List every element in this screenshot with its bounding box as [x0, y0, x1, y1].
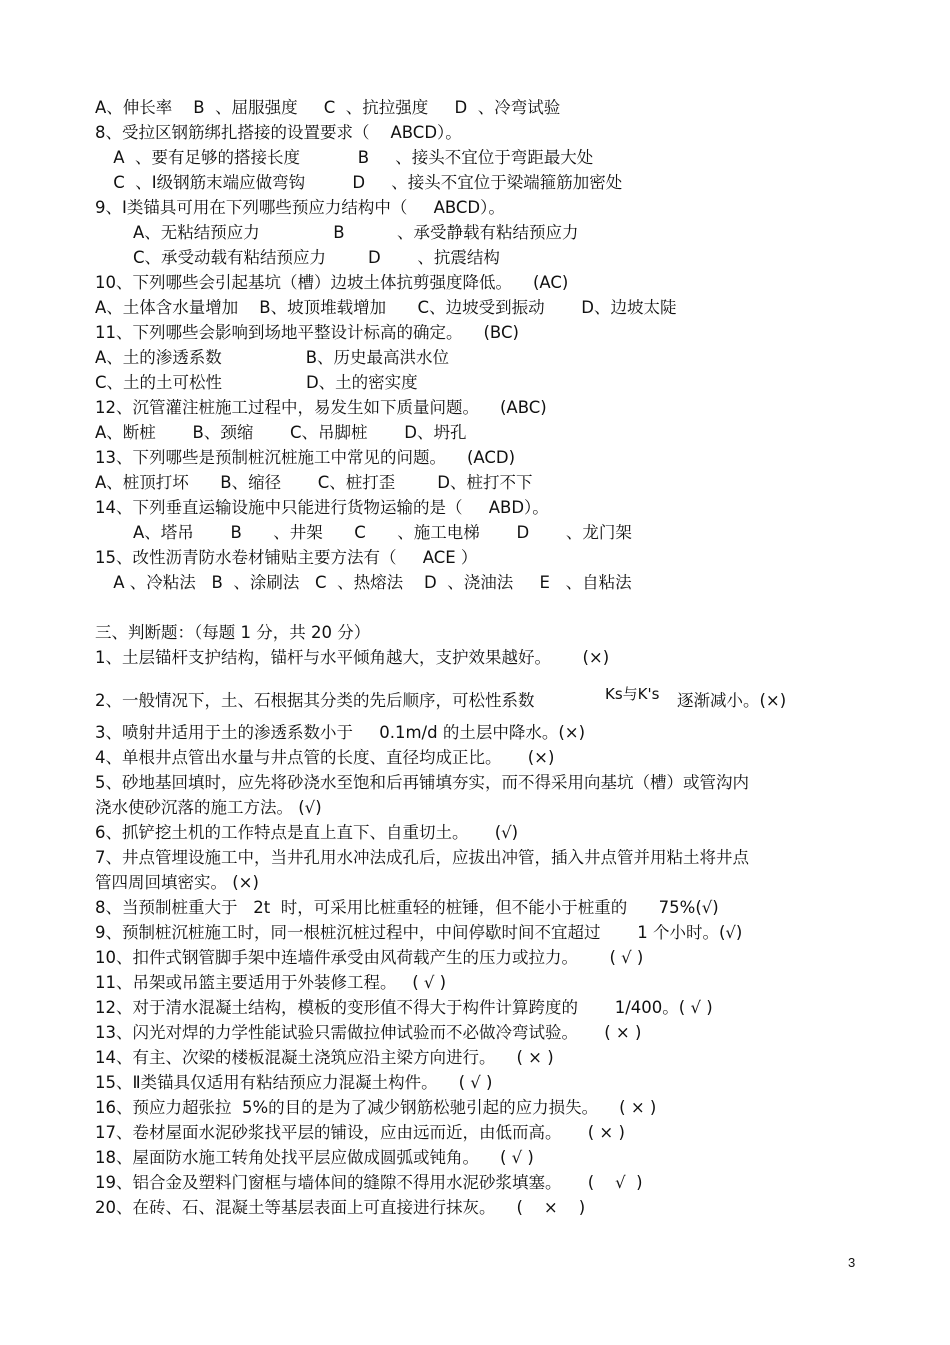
judge-item-9: 9、预制桩沉桩施工时，同一根桩沉桩过程中，中间停歇时间不宜超过 1 个小时。(√)	[95, 923, 743, 942]
q10-text: 10、下列哪些会引起基坑（槽）边坡土体抗剪强度降低。 (AC)	[95, 273, 569, 292]
q9-options-cd: C、承受动载有粘结预应力 D 、抗震结构	[133, 248, 500, 267]
judge-item-1: 1、土层锚杆支护结构，锚杆与水平倾角越大，支护效果越好。 (×)	[95, 648, 610, 667]
q12-options: A、断桩 B、颈缩 C、吊脚桩 D、坍孔	[95, 423, 467, 442]
judge-item-11: 11、吊架或吊篮主要适用于外装修工程。 ( √ )	[95, 973, 447, 992]
judge-item-4: 4、单根井点管出水量与井点管的长度、直径均成正比。 (×)	[95, 748, 555, 767]
judge-item-10: 10、扣件式钢管脚手架中连墙件承受由风荷载产生的压力或拉力。 ( √ )	[95, 948, 644, 967]
judge-item-5: 5、砂地基回填时，应先将砂浇水至饱和后再铺填夯实，而不得采用向基坑（槽）或管沟内	[95, 773, 749, 792]
judge-item-20: 20、在砖、石、混凝土等基层表面上可直接进行抹灰。 ( × )	[95, 1198, 586, 1217]
q7-options: A、伸长率 B 、屈服强度 C 、抗拉强度 D 、冷弯试验	[95, 98, 561, 117]
ks-formula: Ks与K's	[605, 685, 660, 703]
q15-options: A 、冷粘法 B 、涂刷法 C 、热熔法 D 、浇油法 E 、自粘法	[108, 573, 632, 592]
q8-text: 8、受拉区钢筋绑扎搭接的设置要求（ ABCD）。	[95, 123, 462, 142]
judge-item-13: 13、闪光对焊的力学性能试验只需做拉伸试验而不必做冷弯试验。 ( × )	[95, 1023, 642, 1042]
q9-text: 9、Ⅰ类锚具可用在下列哪些预应力结构中（ ABCD）。	[95, 198, 505, 217]
judge-item-2: 2、一般情况下，土、石根据其分类的先后顺序，可松性系数	[95, 691, 535, 710]
q12-text: 12、沉管灌注桩施工过程中，易发生如下质量问题。 (ABC)	[95, 398, 547, 417]
q14-options: A、塔吊 B 、井架 C 、施工电梯 D 、龙门架	[133, 523, 632, 542]
q14-text: 14、下列垂直运输设施中只能进行货物运输的是（ ABD）。	[95, 498, 549, 517]
q15-text: 15、改性沥青防水卷材铺贴主要方法有（ ACE ）	[95, 548, 478, 567]
q8-options-cd: C 、Ⅰ级钢筋末端应做弯钩 D 、接头不宜位于梁端箍筋加密处	[108, 173, 623, 192]
q9-options-ab: A、无粘结预应力 B 、承受静载有粘结预应力	[133, 223, 579, 242]
judge-item-6: 6、抓铲挖土机的工作特点是直上直下、自重切土。 (√)	[95, 823, 519, 842]
judge-item-7: 7、井点管埋设施工中，当井孔用水冲法成孔后，应拔出冲管，插入井点管并用粘土将井点	[95, 848, 749, 867]
q11-text: 11、下列哪些会影响到场地平整设计标高的确定。 (BC)	[95, 323, 519, 342]
judge-item-14: 14、有主、次梁的楼板混凝土浇筑应沿主梁方向进行。 ( × )	[95, 1048, 554, 1067]
judge-item-5-cont: 浇水使砂沉落的施工方法。 (√)	[95, 798, 322, 817]
judge-item-18: 18、屋面防水施工转角处找平层应做成圆弧或钝角。 ( √ )	[95, 1148, 534, 1167]
q11-options-cd: C、土的土可松性 D、土的密实度	[95, 373, 418, 392]
judge-item-16: 16、预应力超张拉 5%的目的是为了减少钢筋松驰引起的应力损失。 ( × )	[95, 1098, 657, 1117]
q11-options-ab: A、土的渗透系数 B、历史最高洪水位	[95, 348, 450, 367]
judge-item-17: 17、卷材屋面水泥砂浆找平层的铺设，应由远而近，由低而高。 ( × )	[95, 1123, 625, 1142]
judge-item-3: 3、喷射井适用于土的渗透系数小于 0.1m/d 的土层中降水。(×)	[95, 723, 586, 742]
page-number: 3	[848, 1255, 856, 1270]
q13-text: 13、下列哪些是预制桩沉桩施工中常见的问题。 (ACD)	[95, 448, 516, 467]
judge-item-15: 15、Ⅱ类锚具仅适用有粘结预应力混凝土构件。 ( √ )	[95, 1073, 493, 1092]
q8-options-ab: A 、要有足够的搭接长度 B 、接头不宜位于弯距最大处	[108, 148, 594, 167]
judge-item-2-answer: 逐渐减小。(×)	[677, 691, 787, 710]
section-title: 三、判断题：（每题 1 分，共 20 分）	[95, 623, 371, 642]
q13-options: A、桩顶打坏 B、缩径 C、桩打歪 D、桩打不下	[95, 473, 533, 492]
judge-item-12: 12、对于清水混凝土结构，模板的变形值不得大于构件计算跨度的 1/400。( √ )	[95, 998, 713, 1017]
judge-item-8: 8、当预制桩重大于 2t 时，可采用比桩重轻的桩锤，但不能小于桩重的 75%(√)	[95, 898, 719, 917]
judge-item-7-cont: 管四周回填密实。 (×)	[95, 873, 259, 892]
q10-options: A、土体含水量增加 B、坡顶堆载增加 C、边坡受到振动 D、边坡太陡	[95, 298, 677, 317]
judge-item-19: 19、铝合金及塑料门窗框与墙体间的缝隙不得用水泥砂浆填塞。 ( √ )	[95, 1173, 643, 1192]
